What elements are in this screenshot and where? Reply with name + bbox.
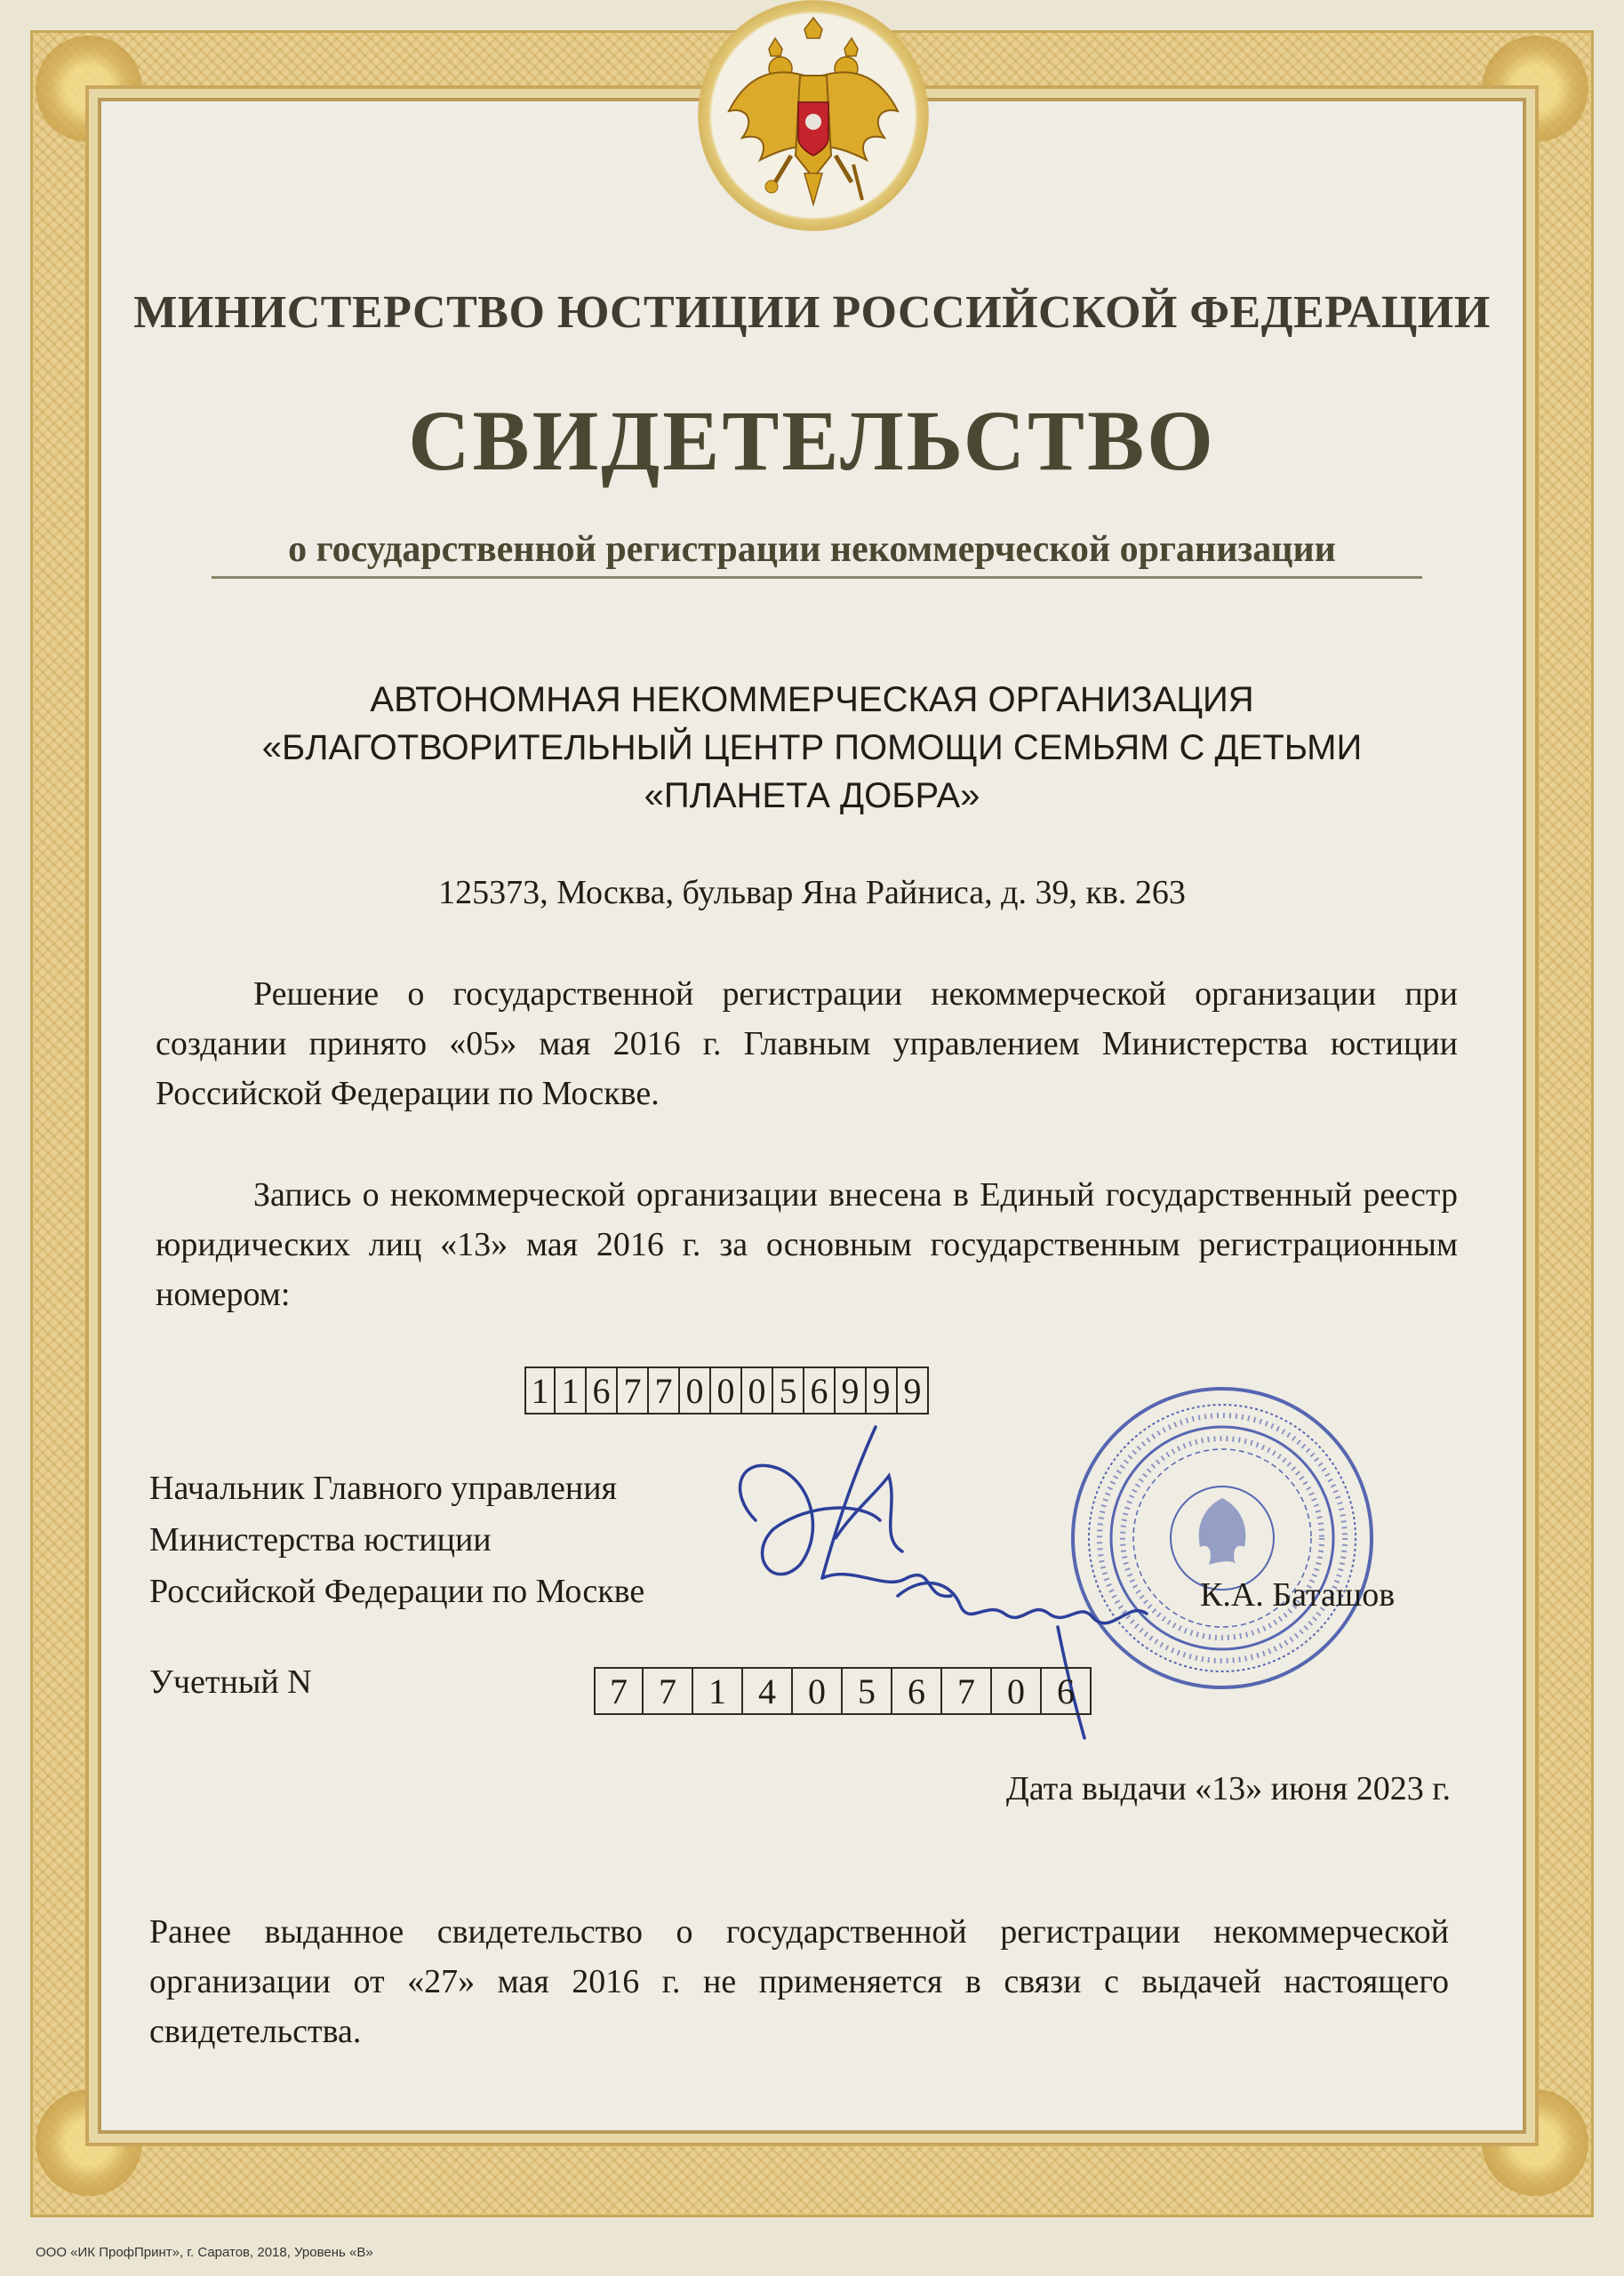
ministry-heading: МИНИСТЕРСТВО ЮСТИЦИИ РОССИЙСКОЙ ФЕДЕРАЦИИ bbox=[133, 287, 1491, 338]
registry-record-text: Запись о некоммерческой организации внесена в Единый государственный реестр юридических лиц «13» мая 2016 г. за основным государственным регистрационным номером: bbox=[156, 1176, 1458, 1313]
ogrn-digit: 0 bbox=[742, 1366, 773, 1414]
previous-certificate-note bbox=[149, 1907, 1449, 2056]
issue-date: Дата выдачи «13» июня 2023 г. bbox=[1005, 1770, 1451, 1807]
subtitle-underline bbox=[212, 576, 1422, 579]
account-digit: 0 bbox=[992, 1667, 1042, 1715]
account-digit: 4 bbox=[743, 1667, 793, 1715]
signer-position-line: Начальник Главного управления bbox=[149, 1470, 618, 1507]
account-digit: 0 bbox=[793, 1667, 843, 1715]
document-title: СВИДЕТЕЛЬСТВО bbox=[408, 393, 1216, 488]
double-headed-eagle-icon bbox=[720, 13, 907, 218]
registration-decision-text: Решение о государственной регистрации некоммерческой организации при создании принято «05» мая 2016 г. Главным управлением Министерства юстиции Российской Федерации по Москве. bbox=[156, 975, 1458, 1112]
ogrn-digit: 0 bbox=[680, 1366, 711, 1414]
ogrn-digit: 9 bbox=[898, 1366, 929, 1414]
account-number-boxes bbox=[594, 1667, 1092, 1715]
ogrn-digit: 0 bbox=[711, 1366, 742, 1414]
ogrn-number-boxes bbox=[524, 1366, 929, 1414]
account-digit: 7 bbox=[594, 1667, 644, 1715]
coat-of-arms-medallion bbox=[698, 0, 929, 231]
organization-name-line: АВТОНОМНАЯ НЕКОММЕРЧЕСКАЯ ОРГАНИЗАЦИЯ bbox=[370, 680, 1254, 719]
printer-imprint: ООО «ИК ПрофПринт», г. Саратов, 2018, Уровень «В» bbox=[36, 2245, 373, 2260]
account-digit: 6 bbox=[892, 1667, 942, 1715]
account-digit: 7 bbox=[644, 1667, 693, 1715]
ogrn-digit: 9 bbox=[836, 1366, 867, 1414]
ogrn-digit: 7 bbox=[618, 1366, 649, 1414]
previous-certificate-text: Ранее выданное свидетельство о государственной регистрации некоммерческой организации от «27» мая 2016 г. не применяется в связи с выдачей настоящего свидетельства. bbox=[149, 1913, 1449, 2050]
registration-decision-paragraph bbox=[156, 969, 1458, 1118]
signer-position-line: Министерства юстиции bbox=[149, 1521, 492, 1559]
organization-name-line: «ПЛАНЕТА ДОБРА» bbox=[644, 776, 980, 815]
document-subtitle: о государственной регистрации некоммерческой организации bbox=[288, 529, 1336, 570]
account-number-label: Учетный N bbox=[149, 1663, 312, 1701]
ogrn-digit: 6 bbox=[804, 1366, 836, 1414]
account-digit: 5 bbox=[843, 1667, 892, 1715]
signer-position bbox=[149, 1463, 644, 1617]
ogrn-digit: 9 bbox=[867, 1366, 898, 1414]
account-digit: 7 bbox=[942, 1667, 992, 1715]
organization-address: 125373, Москва, бульвар Яна Райниса, д. 39, кв. 263 bbox=[438, 874, 1186, 911]
ogrn-digit: 6 bbox=[587, 1366, 618, 1414]
organization-name-line: «БЛАГОТВОРИТЕЛЬНЫЙ ЦЕНТР ПОМОЩИ СЕМЬЯМ С ДЕТЬМИ bbox=[261, 728, 1363, 767]
organization-name bbox=[0, 676, 1624, 820]
ogrn-digit: 1 bbox=[556, 1366, 587, 1414]
ogrn-digit: 7 bbox=[649, 1366, 680, 1414]
signer-name: К.А. Баташов bbox=[1200, 1576, 1396, 1614]
ogrn-digit: 1 bbox=[524, 1366, 556, 1414]
account-digit: 6 bbox=[1042, 1667, 1092, 1715]
registry-record-paragraph bbox=[156, 1170, 1458, 1319]
ogrn-digit: 5 bbox=[773, 1366, 804, 1414]
signer-position-line: Российской Федерации по Москве bbox=[149, 1573, 645, 1610]
account-digit: 1 bbox=[693, 1667, 743, 1715]
